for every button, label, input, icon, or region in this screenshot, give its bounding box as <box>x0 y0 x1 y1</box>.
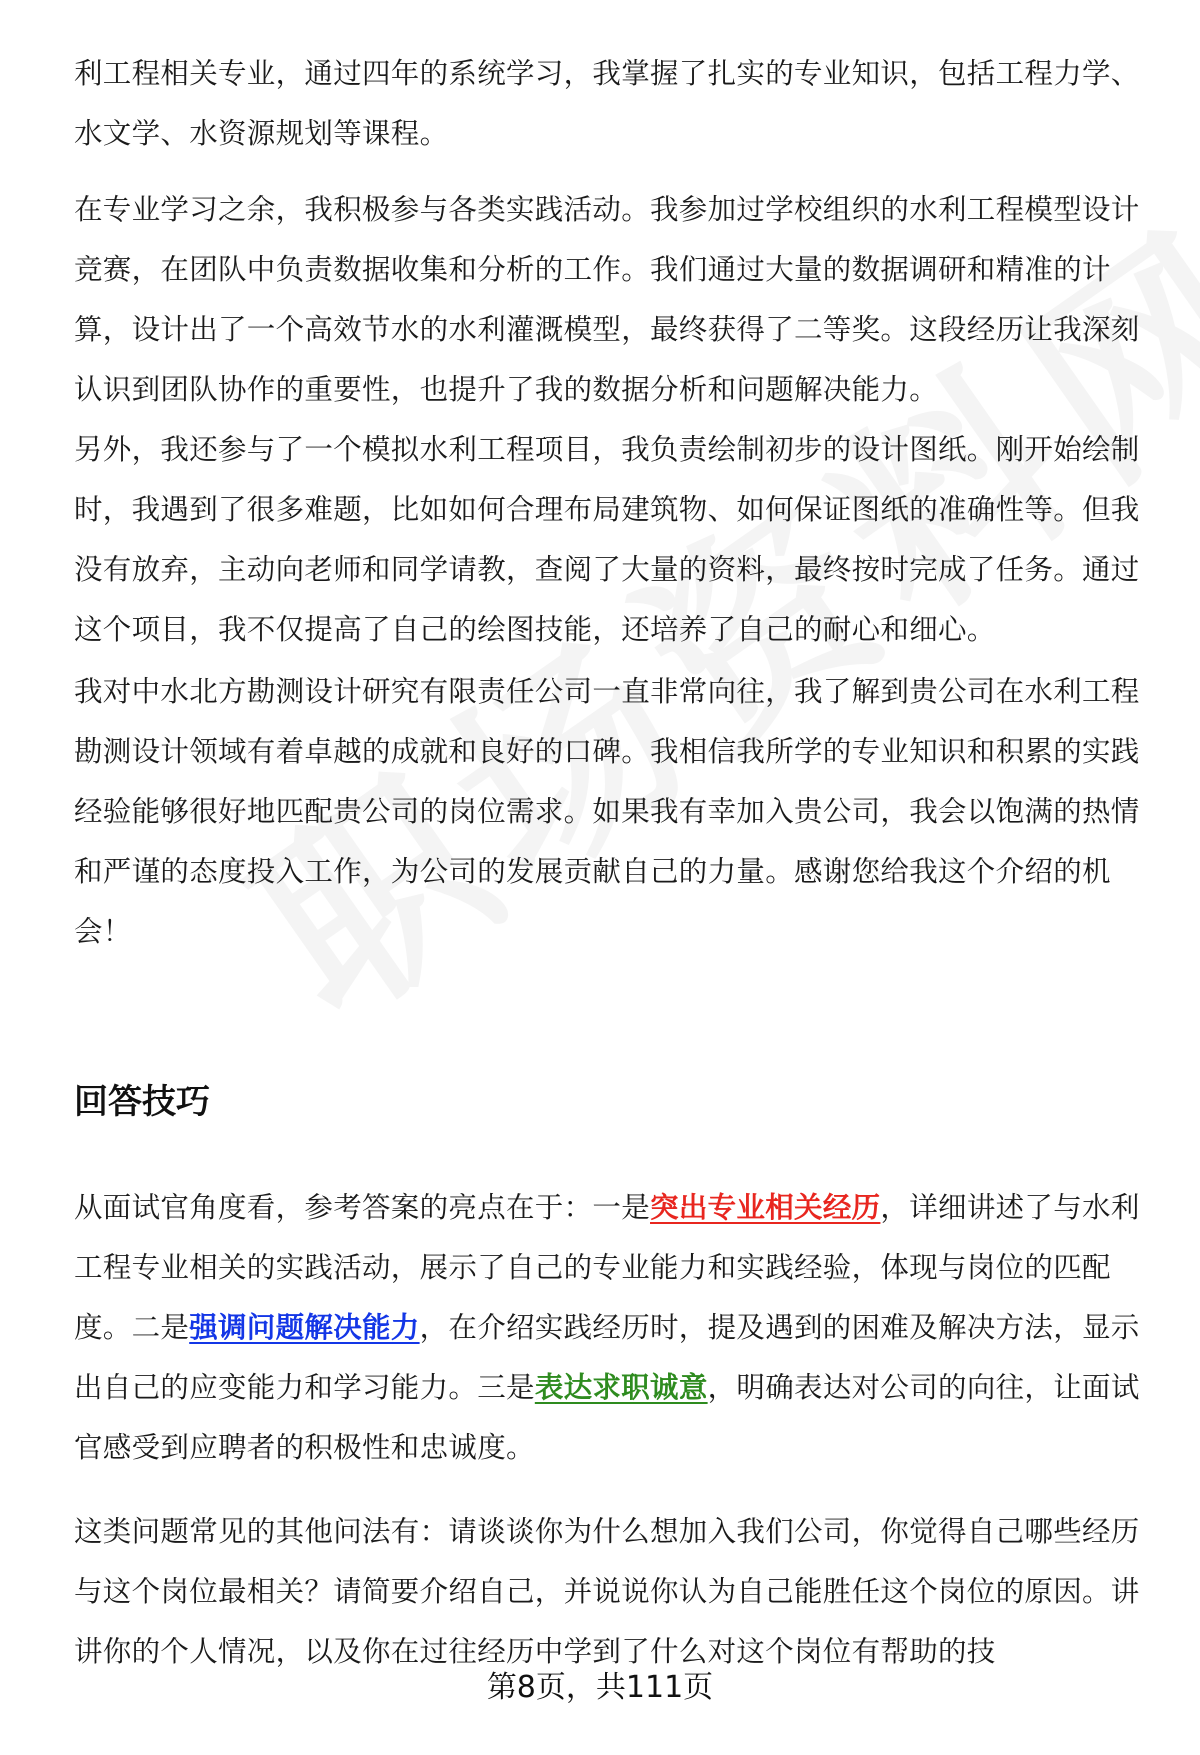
paragraph-project: 另外，我还参与了一个模拟水利工程项目，我负责绘制初步的设计图纸。刚开始绘制时，我遇到了很多难题，比如如何合理布局建筑物、如何保证图纸的准确性等。但我没有放弃，主动向老师和同学请教，查阅了大量的资料，最终按时完成了任务。通过这个项目，我不仅提高了自己的绘图技能，还培养了自己的耐心和细心。 <box>74 433 1140 646</box>
highlight-problem-solving: 强调问题解决能力 <box>189 1311 420 1344</box>
paragraph-education: 利工程相关专业，通过四年的系统学习，我掌握了扎实的专业知识，包括工程力学、水文学、水资源规划等课程。 <box>74 57 1140 150</box>
section-title: 回答技巧 <box>74 1082 210 1122</box>
tips-text-3: ，明确表达对公司的向往，让面试官感受到应聘者的积极性和忠诚度。 <box>74 1371 1140 1464</box>
page-footer: 第8页，共111页 <box>486 1670 714 1705</box>
paragraph-company: 我对中水北方勘测设计研究有限责任公司一直非常向往，我了解到贵公司在水利工程勘测设计领域有着卓越的成就和良好的口碑。我相信我所学的专业知识和积累的实践经验能够很好地匹配贵公司的岗位需求。如果我有幸加入贵公司，我会以饱满的热情和严谨的态度投入工作，为公司的发展贡献自己的力量。感谢您给我这个介绍的机会！ <box>74 675 1140 948</box>
paragraph-competition: 在专业学习之余，我积极参与各类实践活动。我参加过学校组织的水利工程模型设计竞赛，在团队中负责数据收集和分析的工作。我们通过大量的数据调研和精准的计算，设计出了一个高效节水的水利灌溉模型，最终获得了二等奖。这段经历让我深刻认识到团队协作的重要性，也提升了我的数据分析和问题解决能力。 <box>74 193 1140 406</box>
tips-intro: 从面试官角度看，参考答案的亮点在于：一是 <box>74 1191 651 1224</box>
tips-text-2: ，在介绍实践经历时，提及遇到的困难及解决方法，显示出自己的应变能力和学习能力。三是 <box>74 1311 1140 1404</box>
paragraph-tips <box>74 1178 1145 1478</box>
tips-text-1: ，详细讲述了与水利工程专业相关的实践活动，展示了自己的专业能力和实践经验，体现与岗位的匹配度。二是 <box>74 1191 1140 1344</box>
highlight-sincerity: 表达求职诚意 <box>534 1371 708 1404</box>
paragraph-other-questions: 这类问题常见的其他问法有：请谈谈你为什么想加入我们公司，你觉得自己哪些经历与这个岗位最相关？请简要介绍自己，并说说你认为自己能胜任这个岗位的原因。讲讲你的个人情况，以及你在过往经历中学到了什么对这个岗位有帮助的技 <box>74 1515 1140 1668</box>
highlight-professional-experience: 突出专业相关经历 <box>650 1191 881 1224</box>
